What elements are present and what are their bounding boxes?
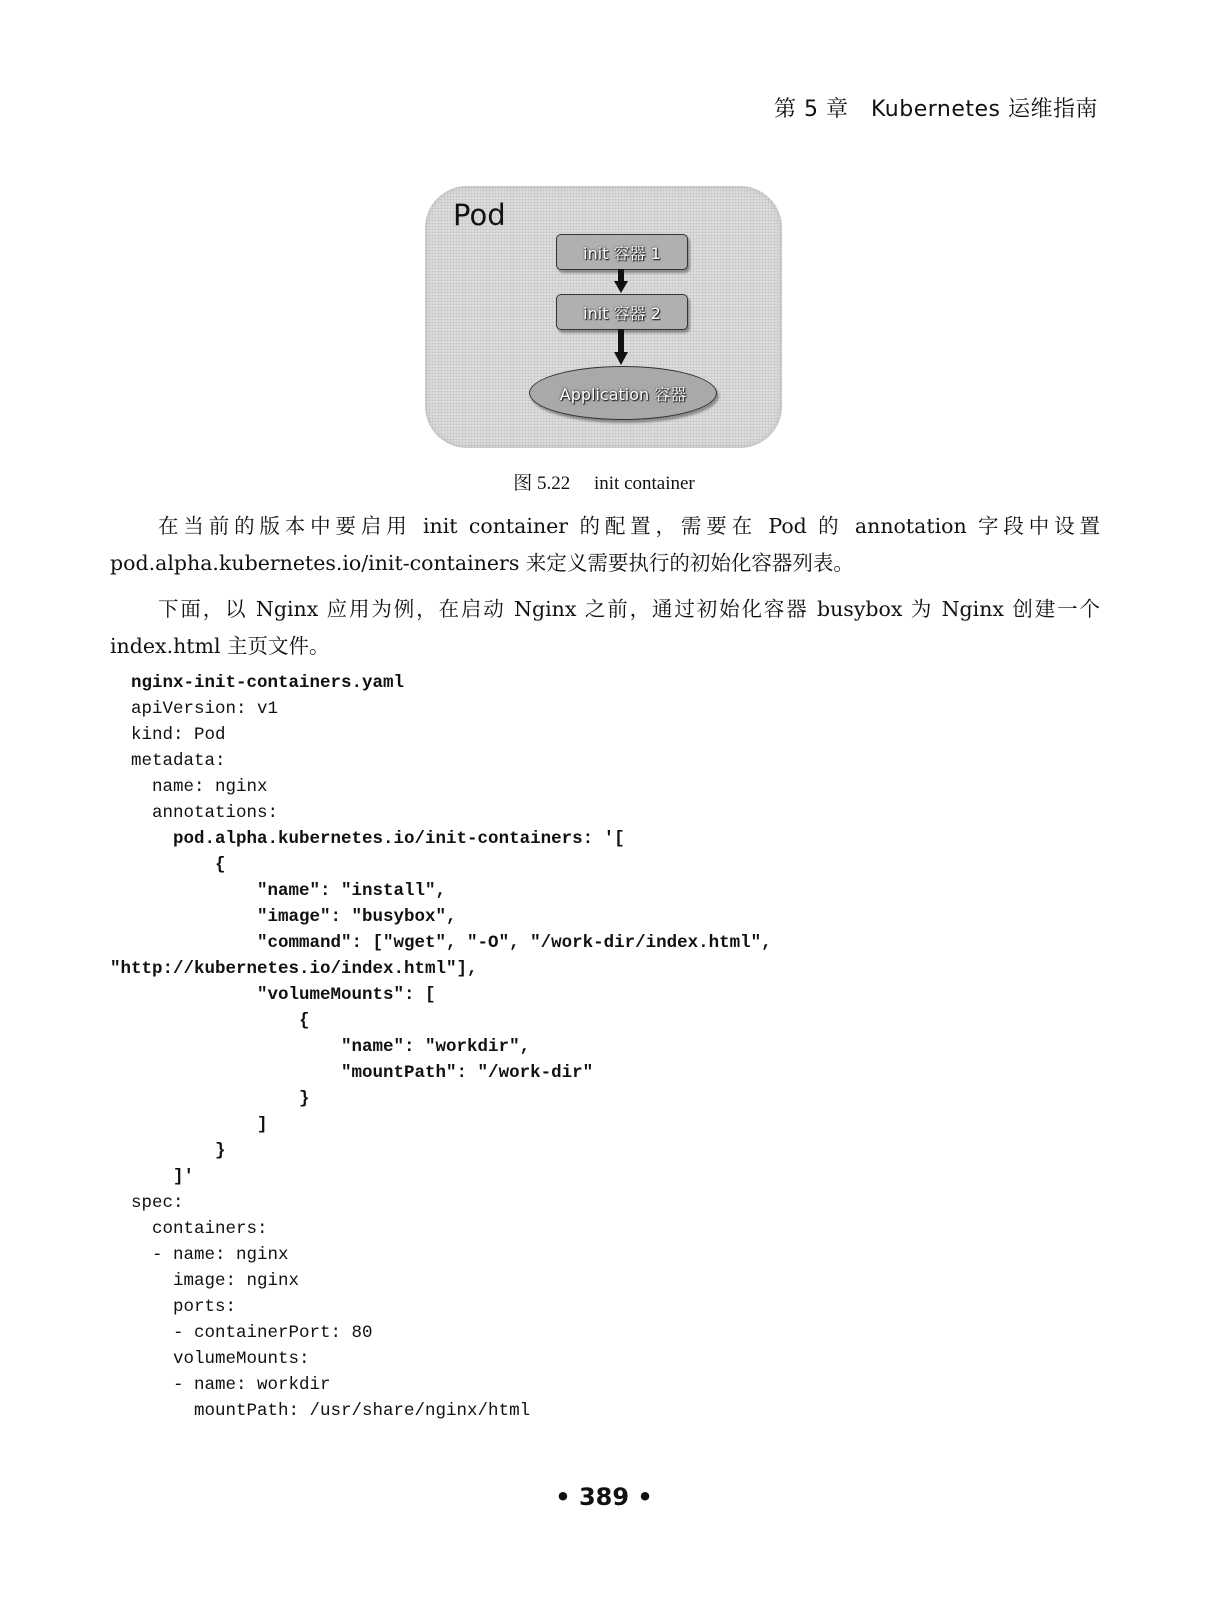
code-line: name: nginx xyxy=(110,777,268,797)
code-line: ]' xyxy=(110,1167,195,1187)
paragraph-nginx-example: 下面，以 Nginx 应用为例，在启动 Nginx 之前，通过初始化容器 busybox 为 Nginx 创建一个 index.html 主页文件。 xyxy=(110,597,1100,658)
code-line: pod.alpha.kubernetes.io/init-containers: '[ xyxy=(110,829,625,849)
code-line: ] xyxy=(110,1115,268,1135)
init-container-1-box: init 容器 1 xyxy=(556,234,688,270)
page-number: • 389 • xyxy=(555,1483,653,1511)
figure-caption: 图 5.22 init container xyxy=(513,473,695,494)
code-line: "http://kubernetes.io/index.html"], xyxy=(110,959,478,979)
code-line: - name: workdir xyxy=(110,1375,331,1395)
paragraph-init-container-config: 在当前的版本中要启用 init container 的配置，需要在 Pod 的 annotation 字段中设置 pod.alpha.kubernetes.io/init-containers 来定义需要执行的初始化容器列表。 xyxy=(110,514,1100,575)
code-line: { xyxy=(110,1011,310,1031)
yaml-code-listing xyxy=(110,670,1110,1424)
code-line: } xyxy=(110,1141,226,1161)
code-line: metadata: xyxy=(110,751,226,771)
code-line: ports: xyxy=(110,1297,237,1317)
code-line: kind: Pod xyxy=(110,725,226,745)
code-line: "name": "workdir", xyxy=(110,1037,531,1057)
code-line: containers: xyxy=(110,1219,268,1239)
code-line: "command": ["wget", "-O", "/work-dir/index.html", xyxy=(110,933,772,953)
running-header: 第 5 章 Kubernetes 运维指南 xyxy=(773,97,1098,122)
code-line: mountPath: /usr/share/nginx/html xyxy=(110,1401,531,1421)
code-line: image: nginx xyxy=(110,1271,300,1291)
code-line: { xyxy=(110,855,226,875)
code-line: "name": "install", xyxy=(110,881,447,901)
code-line: "volumeMounts": [ xyxy=(110,985,436,1005)
code-line: volumeMounts: xyxy=(110,1349,310,1369)
code-line: apiVersion: v1 xyxy=(110,699,279,719)
code-line: - name: nginx xyxy=(110,1245,289,1265)
pod-diagram xyxy=(425,186,782,448)
init-container-2-box: init 容器 2 xyxy=(556,294,688,330)
code-line: annotations: xyxy=(110,803,279,823)
code-line: "image": "busybox", xyxy=(110,907,457,927)
code-line: nginx-init-containers.yaml xyxy=(110,673,405,693)
application-container-ellipse: Application 容器 xyxy=(529,366,717,420)
code-line: "mountPath": "/work-dir" xyxy=(110,1063,594,1083)
arrow-down-icon xyxy=(613,329,629,365)
code-line: - containerPort: 80 xyxy=(110,1323,373,1343)
pod-label: Pod xyxy=(453,198,506,232)
arrow-down-icon xyxy=(613,269,629,293)
code-line: spec: xyxy=(110,1193,184,1213)
code-line: } xyxy=(110,1089,310,1109)
